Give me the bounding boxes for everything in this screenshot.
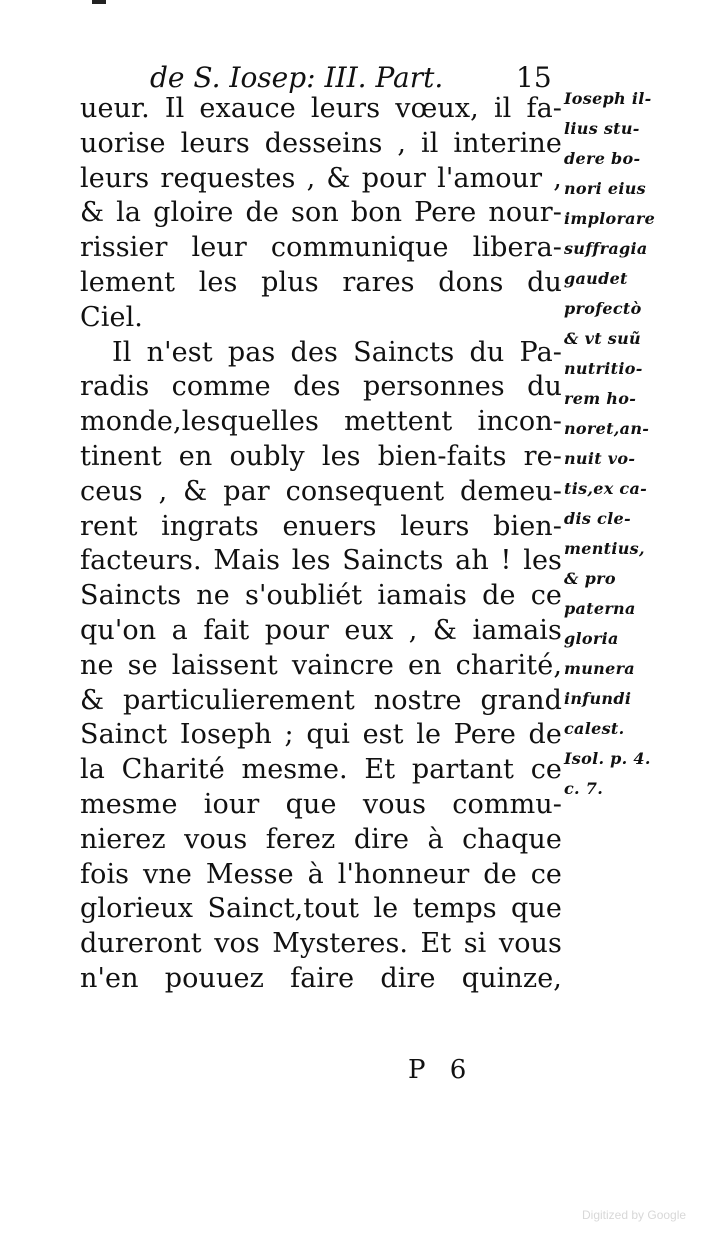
text-line: ueur. Il exauce leurs vœux, il fa- (80, 93, 562, 124)
margin-note-line: Ioseph il- (564, 89, 652, 108)
text-line: & la gloire de son bon Pere nour- (80, 197, 562, 229)
text-line: Sainct Ioseph ; qui est le Pere de (80, 719, 562, 751)
latin-margin-note (564, 84, 694, 804)
margin-note-line: nutritio- (564, 359, 643, 378)
text-line: leurs requestes , & pour l'amour , (80, 162, 562, 194)
text-line: radis comme des personnes du (80, 371, 562, 403)
text-line: rent ingrats enuers leurs bien- (80, 510, 562, 542)
text-line: glorieux Sainct,tout le temps que (80, 893, 562, 925)
margin-note-line: lius stu- (564, 119, 640, 138)
margin-note-line: dis cle- (564, 509, 631, 528)
page-number: 15 (516, 61, 552, 94)
margin-note-line: nuit vo- (564, 449, 636, 468)
signature-mark: P 6 (408, 1055, 475, 1085)
text-line: facteurs. Mais les Saincts ah ! les (80, 545, 562, 577)
text-line: rissier leur communique libera- (80, 232, 562, 264)
margin-note-line: & pro (564, 569, 616, 588)
top-edge-mark (92, 0, 106, 4)
margin-note-line: noret,an- (564, 419, 650, 438)
text-line: dureront vos Mysteres. Et si vous (80, 928, 562, 960)
text-line: monde,lesquelles mettent incon- (80, 406, 562, 438)
margin-note-line: nori eius (564, 179, 646, 198)
text-line: qu'on a fait pour eux , & iamais (80, 614, 562, 646)
margin-note-line: tis,ex ca- (564, 479, 648, 498)
margin-note-line: & vt suũ (564, 329, 641, 348)
body-text (80, 92, 562, 997)
margin-note-line: munera (564, 659, 635, 678)
text-line: n'en pouuez faire dire quinze, (80, 962, 562, 994)
margin-note-line: suffragia (564, 239, 648, 258)
text-line: mesme iour que vous commu- (80, 788, 562, 820)
text-line: fois vne Messe à l'honneur de ce (80, 858, 562, 890)
text-line: tinent en oubly les bien-faits re- (80, 440, 562, 472)
text-line: la Charité mesme. Et partant ce (80, 754, 562, 786)
text-line: Il n'est pas des Saincts du Pa- (112, 336, 562, 368)
text-line: ne se laissent vaincre en charité, (80, 649, 562, 681)
margin-note-line: calest. (564, 719, 625, 738)
running-head-title: de S. Iosep: III. Part. (150, 61, 444, 94)
margin-note-line: gloria (564, 629, 619, 648)
text-line: lement les plus rares dons du (80, 266, 562, 298)
margin-note-line: gaudet (564, 269, 628, 288)
margin-note-line: profectò (564, 299, 642, 318)
text-line: Saincts ne s'oubliét iamais de ce (80, 580, 562, 612)
margin-note-line: rem ho- (564, 389, 637, 408)
text-line: & particulierement nostre grand (80, 684, 562, 716)
margin-note-line: c. 7. (564, 779, 604, 798)
margin-note-line: infundi (564, 689, 632, 708)
margin-note-line: paterna (564, 599, 636, 618)
margin-note-line: mentius, (564, 539, 645, 558)
text-line: Ciel. (80, 301, 143, 333)
margin-note-line: Isol. p. 4. (564, 749, 651, 768)
text-line: ceus , & par consequent demeu- (80, 475, 562, 507)
text-line: uorise leurs desseins , il interine (80, 127, 562, 159)
text-line: nierez vous ferez dire à chaque (80, 823, 562, 855)
digitization-watermark: Digitized by Google (582, 1208, 687, 1222)
margin-note-line: dere bo- (564, 149, 641, 168)
margin-note-line: implorare (564, 209, 656, 228)
